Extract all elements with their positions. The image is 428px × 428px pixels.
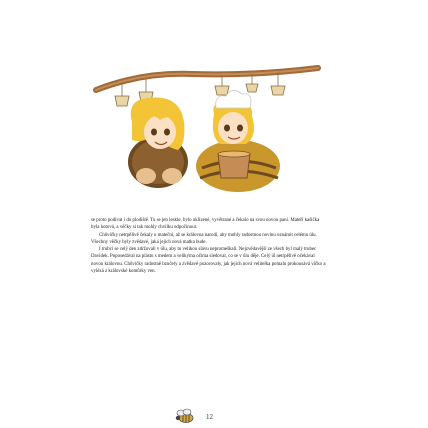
page-footer — [0, 404, 428, 424]
bee-icon — [172, 408, 198, 424]
right-bee — [196, 90, 280, 192]
left-bee — [128, 98, 188, 189]
paragraph: Chůvičky netrpělivě čekaly u mateční, až se královna narodí, aby mohly radostnou novinu oznámit celému úlu. Všechny věčky byly zvědavé, jaká jejich nová matka bude. — [91, 232, 317, 245]
page-number: 12 — [206, 413, 213, 421]
story-text — [91, 217, 327, 275]
bees-illustration — [82, 4, 342, 204]
paragraph: I trubci se celý den zdržovali v úlu, aby tu velikou slávu nepromeškali. Nejzvědavější ze všech byl malý trubec Davídek. Poposedával na plástu s medem a velikýma očima sledoval, co se v úlu děje. Celý úl netrpělivě očekával novou královnu. Chůvičky radostně bzučely a zvědavě pozorovaly, jak jejich nová velitelka pomalu prokousává víčko a vylézá z královské komůrky ven. — [91, 247, 326, 275]
illustration — [82, 4, 342, 204]
paragraph: se proto podívat i do plodiště. To se jen leskle, bylo uklizené, vyvětrané a čekalo na svou novou paní. Mateří kašička byla hotová, a věčky si tak mohly chvilku odpočinout. — [91, 218, 320, 231]
